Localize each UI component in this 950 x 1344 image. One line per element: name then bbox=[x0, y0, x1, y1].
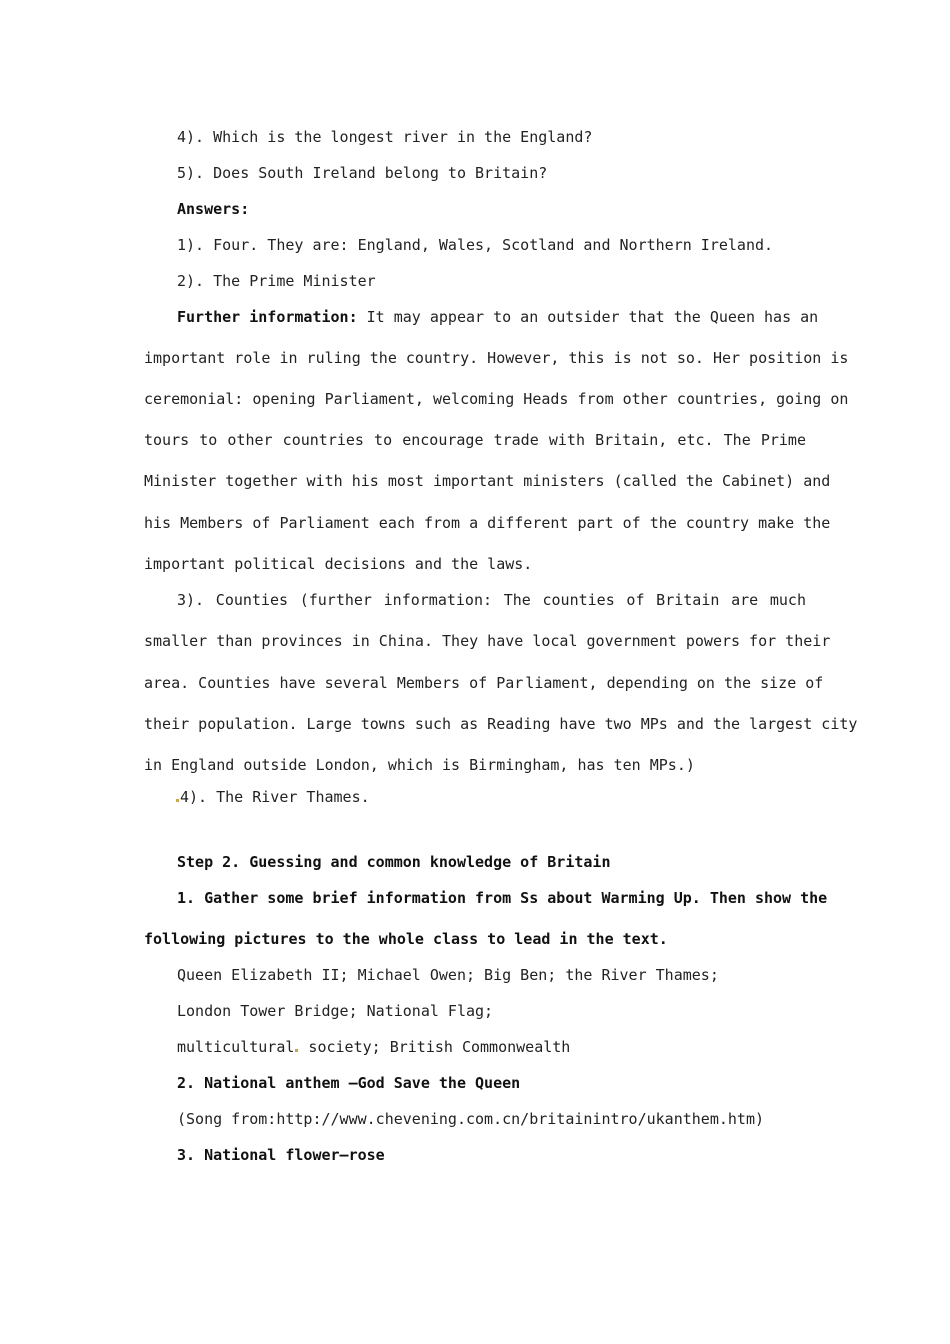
step-2-item-1-line-1: 1. Gather some brief information from Ss about Warming Up. Then show the bbox=[177, 889, 828, 907]
further-info-line-4: tours to other countries to encourage trade with Britain, etc. The Prime bbox=[144, 431, 806, 449]
question-4: 4). Which is the longest river in the England? bbox=[177, 128, 593, 146]
further-info-line-1 bbox=[177, 308, 819, 326]
step-2-item-3: 3. National flower—rose bbox=[177, 1146, 385, 1164]
marker-dot bbox=[295, 1049, 298, 1052]
answer-3-line-5: in England outside London, which is Birmingham, has ten MPs.) bbox=[144, 756, 695, 774]
answer-3-line-3 bbox=[144, 674, 824, 692]
song-source: (Song from:http://www.chevening.com.cn/britainintro/ukanthem.htm) bbox=[177, 1110, 764, 1128]
step-2-heading: Step 2. Guessing and common knowledge of Britain bbox=[177, 853, 611, 871]
answer-3-line-1: 3). Counties (further information: The counties of Britain are much bbox=[177, 591, 806, 609]
answer-2: 2). The Prime Minister bbox=[177, 272, 376, 290]
answer-3-line-3-part-a: area. Counties have several Members of Par bbox=[144, 674, 524, 692]
pictures-line-2: London Tower Bridge; National Flag; bbox=[177, 1002, 494, 1020]
further-info-line-5: Minister together with his most important ministers (called the Cabinet) and bbox=[144, 472, 831, 490]
marker-dot bbox=[176, 799, 179, 802]
answers-heading: Answers: bbox=[177, 200, 250, 218]
answer-3-line-4: their population. Large towns such as Reading have two MPs and the largest city bbox=[144, 715, 858, 733]
step-2-item-2: 2. National anthem —God Save the Queen bbox=[177, 1074, 521, 1092]
further-info-text-1: It may appear to an outsider that the Queen has an bbox=[357, 308, 819, 326]
further-info-line-6: his Members of Parliament each from a different part of the country make the bbox=[144, 514, 831, 532]
pictures-line-3-part-a: multicultural bbox=[177, 1038, 295, 1056]
pictures-line-1: Queen Elizabeth II; Michael Owen; Big Ben; the River Thames; bbox=[177, 966, 719, 984]
answer-3-line-2: smaller than provinces in China. They have local government powers for their bbox=[144, 632, 831, 650]
answer-4 bbox=[175, 788, 370, 806]
further-info-label: Further information: bbox=[177, 308, 358, 326]
pictures-line-3-part-b: society; British Commonwealth bbox=[299, 1038, 571, 1056]
pictures-line-3 bbox=[177, 1038, 570, 1056]
further-info-line-2: important role in ruling the country. However, this is not so. Her position is bbox=[144, 349, 849, 367]
answer-1: 1). Four. They are: England, Wales, Scotland and Northern Ireland. bbox=[177, 236, 774, 254]
answer-3-line-3-part-b: liament, depending on the size of bbox=[525, 674, 824, 692]
further-info-line-7: important political decisions and the laws. bbox=[144, 555, 533, 573]
step-2-item-1-line-2: following pictures to the whole class to lead in the text. bbox=[144, 930, 668, 948]
further-info-line-3: ceremonial: opening Parliament, welcoming Heads from other countries, going on bbox=[144, 390, 849, 408]
answer-4-text: 4). The River Thames. bbox=[180, 788, 370, 806]
question-5: 5). Does South Ireland belong to Britain? bbox=[177, 164, 548, 182]
